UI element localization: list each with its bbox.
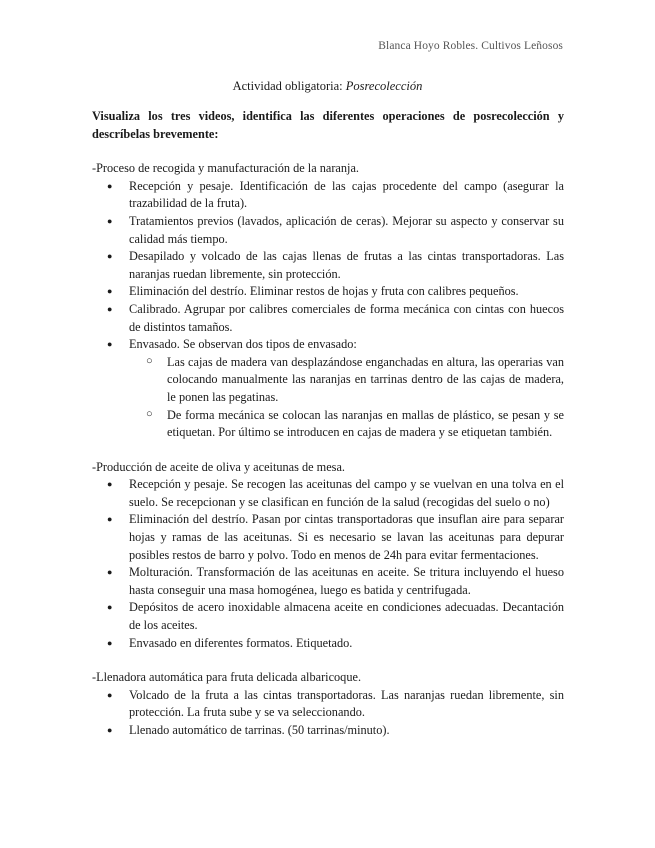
bullet-icon: ● bbox=[107, 180, 113, 191]
bullet-icon: ● bbox=[107, 567, 113, 578]
title-prefix: Actividad obligatoria: bbox=[232, 79, 346, 93]
list-item bbox=[107, 248, 564, 283]
list-item bbox=[107, 635, 564, 653]
section-list-aceite bbox=[92, 476, 564, 652]
sublist-item-text: Las cajas de madera van desplazándose enganchadas en altura, las operarias van colocando manualmente las naranjas en tarrinas dentro de las cajas de madera, le ponen las pegatinas. bbox=[167, 354, 564, 404]
list-item bbox=[107, 722, 564, 740]
list-item-text: Recepción y pesaje. Identificación de las cajas procedente del campo (asegurar la trazabilidad de la fruta). bbox=[129, 178, 564, 211]
bullet-icon: ● bbox=[107, 637, 113, 648]
section-title-aceite: -Producción de aceite de oliva y aceitunas de mesa. bbox=[92, 459, 346, 474]
sublist-envasado bbox=[129, 354, 564, 442]
list-item bbox=[107, 476, 564, 511]
list-item bbox=[107, 336, 564, 442]
list-item-text: Volcado de la fruta a las cintas transportadoras. Las naranjas ruedan libremente, sin protección. La fruta sube y se va seleccionando. bbox=[129, 687, 564, 720]
list-item-text: Eliminación del destrío. Pasan por cintas transportadoras que insuflan aire para separar hojas y ramas de las aceitunas. Si es necesario se lavan las aceitunas para depurar posibles restos de barro y polvo. Todo en menos de 24h para evitar fermentaciones. bbox=[129, 512, 564, 562]
list-item bbox=[107, 213, 564, 248]
list-item bbox=[107, 178, 564, 213]
list-item bbox=[107, 687, 564, 722]
bullet-icon: ● bbox=[107, 339, 113, 350]
list-item bbox=[107, 511, 564, 564]
list-item-text: Llenado automático de tarrinas. (50 tarrinas/minuto). bbox=[129, 723, 390, 737]
list-item bbox=[107, 599, 564, 634]
list-item-text: Depósitos de acero inoxidable almacena aceite en condiciones adecuadas. Decantación de los aceites. bbox=[129, 600, 564, 633]
hollow-bullet-icon: ○ bbox=[146, 354, 153, 367]
list-item bbox=[107, 564, 564, 599]
list-item-text: Envasado. Se observan dos tipos de envasado: bbox=[129, 337, 357, 352]
section-list-llenadora bbox=[92, 687, 564, 740]
page-header-author: Blanca Hoyo Robles. Cultivos Leñosos bbox=[378, 40, 563, 52]
list-item bbox=[107, 283, 564, 301]
instruction-paragraph: Visualiza los tres videos, identifica las diferentes operaciones de posrecolección y descríbelas brevemente: bbox=[92, 109, 564, 141]
section-list-naranja bbox=[92, 178, 564, 442]
title-emphasis: Posrecolección bbox=[345, 79, 423, 93]
list-item-text: Envasado en diferentes formatos. Etiquetado. bbox=[129, 635, 353, 650]
list-item bbox=[107, 301, 564, 336]
section-title-llenadora: -Llenadora automática para fruta delicada albaricoque. bbox=[92, 670, 362, 685]
hollow-bullet-icon: ○ bbox=[146, 407, 153, 420]
sublist-item-text: De forma mecánica se colocan las naranjas en mallas de plástico, se pesan y se etiquetan. Por último se introducen en cajas de madera y se etiquetan también. bbox=[167, 407, 564, 440]
bullet-icon: ● bbox=[107, 215, 113, 226]
list-item-text: Molturación. Transformación de las aceitunas en aceite. Se tritura incluyendo el hueso hasta conseguir una masa homogénea, luego es batida y centrifugada. bbox=[129, 565, 564, 597]
document-body bbox=[92, 108, 564, 740]
bullet-icon: ● bbox=[107, 514, 113, 525]
bullet-icon: ● bbox=[107, 303, 113, 314]
bullet-icon: ● bbox=[107, 251, 113, 262]
list-item-text: Desapilado y volcado de las cajas llenas de frutas a las cintas transportadoras. Las naranjas ruedan libremente, sin protección. bbox=[129, 249, 564, 281]
bullet-icon: ● bbox=[107, 602, 113, 613]
list-item-text: Tratamientos previos (lavados, aplicación de ceras). Mejorar su aspecto y conservar su calidad más tiempo. bbox=[129, 213, 564, 246]
bullet-icon: ● bbox=[107, 689, 113, 700]
bullet-icon: ● bbox=[107, 725, 113, 735]
list-item-text: Eliminación del destrío. Eliminar restos de hojas y fruta con calibres pequeños. bbox=[129, 284, 519, 299]
section-title-naranja: -Proceso de recogida y manufacturación de la naranja. bbox=[92, 161, 359, 176]
sublist-item bbox=[146, 354, 564, 407]
bullet-icon: ● bbox=[107, 479, 113, 490]
page-title bbox=[0, 79, 655, 94]
bullet-icon: ● bbox=[107, 286, 113, 297]
list-item-text: Calibrado. Agrupar por calibres comerciales de forma mecánica con cintas con huecos de distintos tamaños. bbox=[129, 301, 564, 334]
sublist-item bbox=[146, 407, 564, 442]
list-item-text: Recepción y pesaje. Se recogen las aceitunas del campo y se vuelvan en una tolva en el suelo. Se recepcionan y se clasifican en función de la salud (recogidas del suelo o no) bbox=[129, 477, 564, 509]
